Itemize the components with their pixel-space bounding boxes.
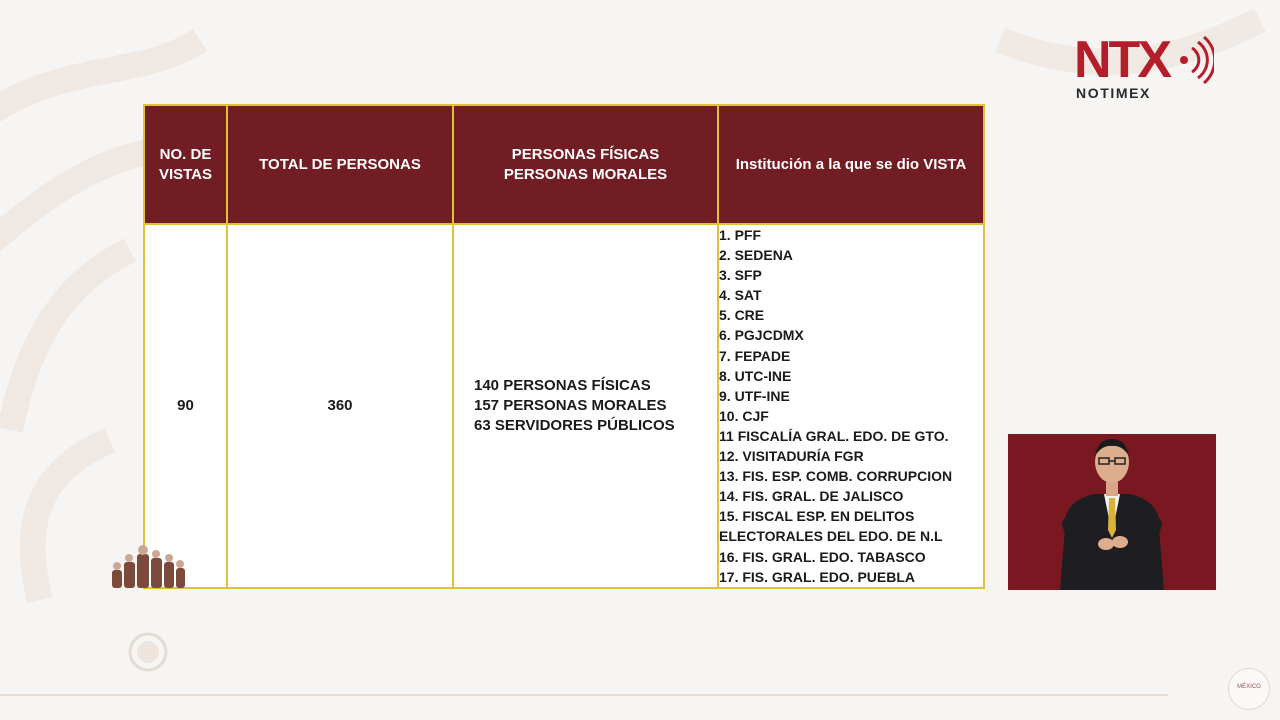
logo-subtitle: NOTIMEX bbox=[1076, 85, 1151, 101]
instituciones-list bbox=[719, 225, 983, 587]
list-item: 13. FIS. ESP. COMB. CORRUPCION bbox=[719, 468, 953, 485]
interpreter-figure bbox=[1008, 434, 1216, 590]
cell-instituciones bbox=[718, 224, 984, 588]
list-item: 10. CJF bbox=[719, 407, 769, 424]
header-vistas: NO. DE VISTAS bbox=[144, 105, 227, 224]
list-item: 7. FEPADE bbox=[719, 347, 791, 364]
list-item: 9. UTF-INE bbox=[719, 387, 790, 404]
list-item: 1. PFF bbox=[719, 227, 762, 243]
list-item: 2. SEDENA bbox=[719, 247, 793, 264]
cell-personas: 140 PERSONAS FÍSICAS 157 PERSONAS MORALES 63 SERVIDORES PÚBLICOS bbox=[453, 224, 718, 588]
list-item: 11 FISCALÍA GRAL. EDO. DE GTO. bbox=[719, 427, 949, 444]
sign-language-interpreter-video bbox=[1008, 434, 1216, 590]
broadcast-waves-icon bbox=[1172, 36, 1214, 86]
list-item: 3. SFP bbox=[719, 267, 762, 284]
list-item: 15. FISCAL ESP. EN DELITOS ELECTORALES DEL EDO. DE N.L bbox=[719, 508, 943, 545]
list-item: 8. UTC-INE bbox=[719, 367, 792, 384]
list-item: 16. FIS. GRAL. EDO. TABASCO bbox=[719, 548, 926, 565]
cell-total-personas: 360 bbox=[227, 224, 453, 588]
footer-divider bbox=[0, 694, 1168, 696]
vistas-table bbox=[143, 104, 985, 589]
list-item: 14. FIS. GRAL. DE JALISCO bbox=[719, 488, 904, 505]
header-personas: PERSONAS FÍSICAS PERSONAS MORALES bbox=[453, 105, 718, 224]
logo-mark: NTX bbox=[1074, 31, 1169, 89]
list-item: 17. FIS. GRAL. EDO. PUEBLA bbox=[719, 568, 916, 585]
list-item: 6. PGJCDMX bbox=[719, 327, 804, 344]
header-total-personas: TOTAL DE PERSONAS bbox=[227, 105, 453, 224]
government-emblem-icon bbox=[108, 540, 190, 675]
table-header-row bbox=[144, 105, 984, 224]
cell-vistas: 90 bbox=[144, 224, 227, 588]
table-row bbox=[144, 224, 984, 588]
mexico-seal-icon: MÉXICO bbox=[1228, 668, 1270, 710]
list-item: 5. CRE bbox=[719, 307, 765, 324]
notimex-logo bbox=[1074, 31, 1214, 102]
list-item: 4. SAT bbox=[719, 287, 762, 304]
header-institucion: Institución a la que se dio VISTA bbox=[718, 105, 984, 224]
list-item: 12. VISITADURÍA FGR bbox=[719, 448, 864, 465]
